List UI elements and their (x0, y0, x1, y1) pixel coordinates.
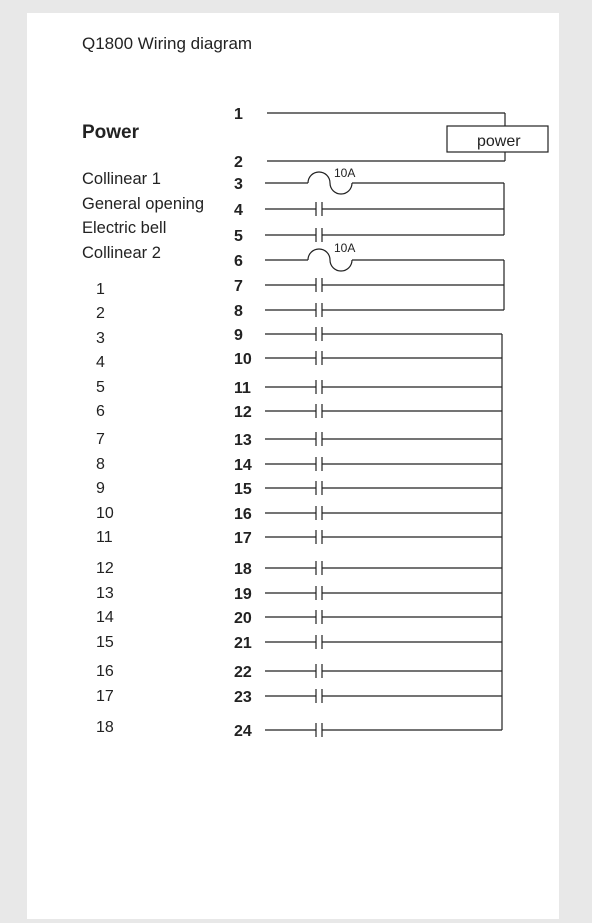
terminal-number: 1 (234, 106, 243, 123)
terminal-number: 2 (234, 154, 243, 171)
diagram-title: Q1800 Wiring diagram (82, 34, 253, 53)
fuse-rating-label: 10A (334, 166, 356, 180)
terminal-number: 8 (234, 303, 243, 320)
fuse-rating-label: 10A (334, 241, 356, 255)
output-number: 16 (96, 663, 114, 680)
terminal-number: 11 (234, 380, 251, 397)
function-label-collinear-1: Collinear 1 (82, 170, 161, 188)
output-number: 6 (96, 403, 105, 420)
output-number: 4 (96, 354, 105, 371)
terminal-number: 6 (234, 253, 243, 270)
terminal-number: 12 (234, 404, 252, 421)
terminal-number: 16 (234, 506, 252, 523)
output-number: 14 (96, 609, 114, 626)
terminal-number: 4 (234, 202, 243, 219)
wiring-diagram (27, 13, 559, 919)
terminal-number: 13 (234, 432, 252, 449)
terminal-number: 21 (234, 635, 252, 652)
output-number: 15 (96, 634, 114, 651)
output-number: 11 (96, 529, 113, 546)
output-numbers (96, 281, 114, 736)
output-number: 7 (96, 431, 105, 448)
output-number: 8 (96, 456, 105, 473)
function-label-general-opening: General opening (82, 195, 205, 213)
terminal-number: 9 (234, 327, 243, 344)
output-number: 10 (96, 505, 114, 522)
terminal-number: 20 (234, 610, 252, 627)
diagram-labels (82, 34, 548, 262)
output-number: 18 (96, 719, 114, 736)
output-number: 3 (96, 330, 105, 347)
output-number: 2 (96, 305, 105, 322)
terminal-number: 3 (234, 176, 243, 193)
output-number: 13 (96, 585, 114, 602)
terminal-number: 18 (234, 561, 252, 578)
function-label-collinear-2: Collinear 2 (82, 244, 161, 262)
power-label: Power (82, 122, 140, 143)
terminal-number: 24 (234, 723, 252, 740)
terminal-numbers (234, 106, 252, 740)
output-number: 17 (96, 688, 114, 705)
output-number: 12 (96, 560, 114, 577)
terminal-number: 22 (234, 664, 252, 681)
terminal-number: 23 (234, 689, 252, 706)
terminal-number: 7 (234, 278, 243, 295)
terminal-number: 10 (234, 351, 252, 368)
terminal-number: 14 (234, 457, 252, 474)
output-number: 9 (96, 480, 105, 497)
diagram-sheet (27, 13, 559, 919)
output-number: 1 (96, 281, 105, 298)
terminal-number: 5 (234, 228, 243, 245)
terminal-number: 19 (234, 586, 252, 603)
wiring-lines (265, 113, 505, 737)
function-label-electric-bell: Electric bell (82, 219, 167, 237)
terminal-number: 17 (234, 530, 252, 547)
output-number: 5 (96, 379, 105, 396)
terminal-number: 15 (234, 481, 252, 498)
power-box-label: power (477, 133, 521, 150)
